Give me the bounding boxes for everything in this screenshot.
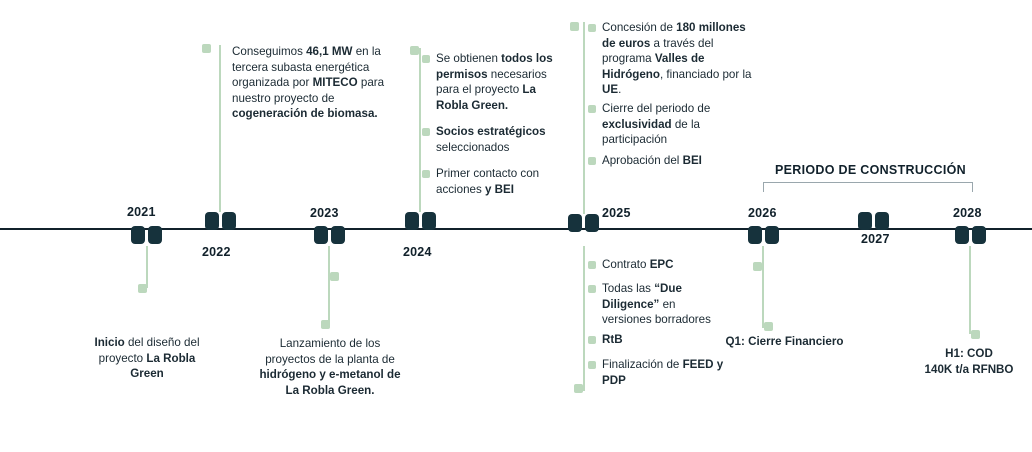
event-2022-bold1: 46,1 MW bbox=[306, 45, 353, 58]
year-label-2026: 2026 bbox=[748, 206, 777, 220]
year-label-2024: 2024 bbox=[403, 245, 432, 259]
e25a0-b1: 180 millones de euros bbox=[602, 21, 746, 50]
stem-dot-2021 bbox=[138, 284, 147, 293]
stem-2026 bbox=[762, 246, 764, 328]
event-2024-0-pre: Se obtienen bbox=[436, 52, 502, 65]
e25b1-b1: “Due Diligence” bbox=[602, 282, 682, 311]
e25a0-tail: . bbox=[618, 83, 622, 96]
stem-dot-2026 bbox=[753, 262, 762, 271]
event-2025-below-item-3 bbox=[602, 357, 727, 388]
bullet-dot-icon bbox=[588, 336, 596, 344]
event-2025-below-item-1 bbox=[602, 281, 724, 328]
stem-dot-2028 bbox=[971, 330, 980, 339]
stem-2022 bbox=[219, 45, 221, 212]
event-2028-line2: 140K t/a RFNBO bbox=[924, 362, 1014, 376]
event-2024-item-2 bbox=[436, 166, 558, 197]
year-label-2021: 2021 bbox=[127, 205, 156, 219]
event-2025-below-item-0 bbox=[602, 257, 732, 273]
event-2024-2-pre: Primer contacto con acciones bbox=[436, 167, 540, 196]
stem-2023 bbox=[328, 246, 330, 324]
event-2022-line3: para nuestro proyecto de bbox=[232, 76, 385, 105]
bullet-dot-icon bbox=[588, 285, 596, 293]
stem-dot-2022 bbox=[202, 44, 211, 53]
bullet-dot-icon bbox=[588, 361, 596, 369]
event-2025-above-item-1 bbox=[602, 101, 732, 148]
stem-dot-2025-down bbox=[574, 384, 583, 393]
bullet-dot-icon bbox=[422, 170, 430, 178]
event-2024-item-0 bbox=[436, 51, 558, 113]
e25b0-pre: Contrato bbox=[602, 258, 650, 271]
event-2023 bbox=[255, 336, 405, 398]
e25a0-mid: a través del programa bbox=[602, 36, 714, 65]
event-2022-line2: en la tercera subasta energética organizada por bbox=[232, 45, 381, 89]
stem-2025-down bbox=[583, 246, 585, 391]
event-2024-0-mid: necesarios para el proyecto bbox=[436, 67, 547, 96]
year-label-2028: 2028 bbox=[953, 206, 982, 220]
bullet-dot-icon bbox=[422, 55, 430, 63]
bullet-dot-icon bbox=[588, 24, 596, 32]
e25a2-pre: Aprobación del bbox=[602, 154, 683, 167]
year-marker-2024 bbox=[405, 212, 436, 230]
event-2021-bold2: La Robla Green bbox=[130, 351, 196, 380]
e25a0-pre: Concesión de bbox=[602, 21, 677, 34]
year-marker-2026 bbox=[748, 226, 779, 244]
year-label-2025: 2025 bbox=[602, 206, 631, 220]
event-2021-rest: del diseño del proyecto bbox=[98, 336, 200, 365]
year-label-2023: 2023 bbox=[310, 206, 339, 220]
event-2022-line1: Conseguimos bbox=[232, 45, 307, 58]
year-marker-2025 bbox=[568, 214, 599, 232]
event-2022 bbox=[232, 44, 392, 122]
stem-2025-up bbox=[583, 22, 585, 214]
bullet-dot-icon bbox=[588, 157, 596, 165]
event-2022-bold2: MITECO bbox=[312, 76, 358, 89]
event-2024-1-b1: Socios estratégicos bbox=[436, 125, 546, 138]
e25b3-b1: FEED y PDP bbox=[602, 358, 724, 387]
event-2024-0-b2: La Robla Green. bbox=[436, 83, 536, 112]
event-2028 bbox=[899, 346, 1032, 377]
construction-period-bracket bbox=[763, 182, 973, 192]
construction-period-label: PERIODO DE CONSTRUCCIÓN bbox=[775, 163, 966, 177]
event-2023-bold1: hidrógeno y e-metanol de La Robla Green. bbox=[259, 368, 401, 397]
e25a2-b1: BEI bbox=[682, 154, 702, 167]
e25a0-b3: UE bbox=[602, 83, 619, 96]
year-marker-2022 bbox=[205, 212, 236, 230]
year-label-2022: 2022 bbox=[202, 245, 231, 259]
bullet-dot-icon bbox=[588, 261, 596, 269]
event-2024-2-b1: y BEI bbox=[484, 182, 514, 196]
e25b1-pre: Todas las bbox=[602, 282, 655, 295]
event-2024-1-mid: seleccionados bbox=[436, 140, 510, 154]
stem-dot-2023 bbox=[330, 272, 339, 281]
bullet-dot-icon bbox=[588, 105, 596, 113]
event-2025-above-item-2 bbox=[602, 153, 732, 169]
e25b3-pre: Finalización de bbox=[602, 358, 683, 371]
year-marker-2021 bbox=[131, 226, 162, 244]
stem-dot-2026b bbox=[764, 322, 773, 331]
year-label-2027: 2027 bbox=[861, 232, 890, 246]
e25a0-b2: Valles de Hidrógeno bbox=[602, 52, 705, 81]
stem-2028 bbox=[969, 246, 971, 334]
stem-dot-2025-up bbox=[570, 22, 579, 31]
e25b0-b1: EPC bbox=[649, 258, 674, 271]
event-2023-line1: Lanzamiento de los proyectos de la planta de bbox=[265, 337, 395, 366]
bullet-dot-icon bbox=[422, 128, 430, 136]
e25a1-mid: de la participación bbox=[602, 117, 700, 146]
event-2021-lead: Inicio bbox=[94, 336, 125, 349]
year-marker-2027 bbox=[858, 212, 889, 230]
year-marker-2023 bbox=[314, 226, 345, 244]
e25b1-mid: en versiones borradores bbox=[602, 297, 711, 326]
event-2022-bold3: cogeneración de biomasa. bbox=[232, 107, 378, 120]
stem-2024 bbox=[419, 48, 421, 212]
event-2026: Q1: Cierre Financiero bbox=[725, 335, 844, 348]
e25a1-pre: Cierre del periodo de bbox=[602, 102, 711, 115]
stem-dot-2024 bbox=[410, 46, 419, 55]
e25a1-b1: exclusividad bbox=[602, 117, 672, 131]
stem-2021 bbox=[146, 246, 148, 288]
event-2024-item-1 bbox=[436, 124, 561, 155]
e25b2-b1: RtB bbox=[602, 333, 623, 346]
e25a0-post: , financiado por la bbox=[659, 67, 752, 81]
event-2025-above-item-0 bbox=[602, 20, 754, 98]
event-2021 bbox=[82, 335, 212, 382]
event-2024-0-b1: todos los permisos bbox=[436, 52, 553, 81]
stem-dot-2023b bbox=[321, 320, 330, 329]
event-2028-line1: H1: COD bbox=[945, 347, 993, 360]
year-marker-2028 bbox=[955, 226, 986, 244]
